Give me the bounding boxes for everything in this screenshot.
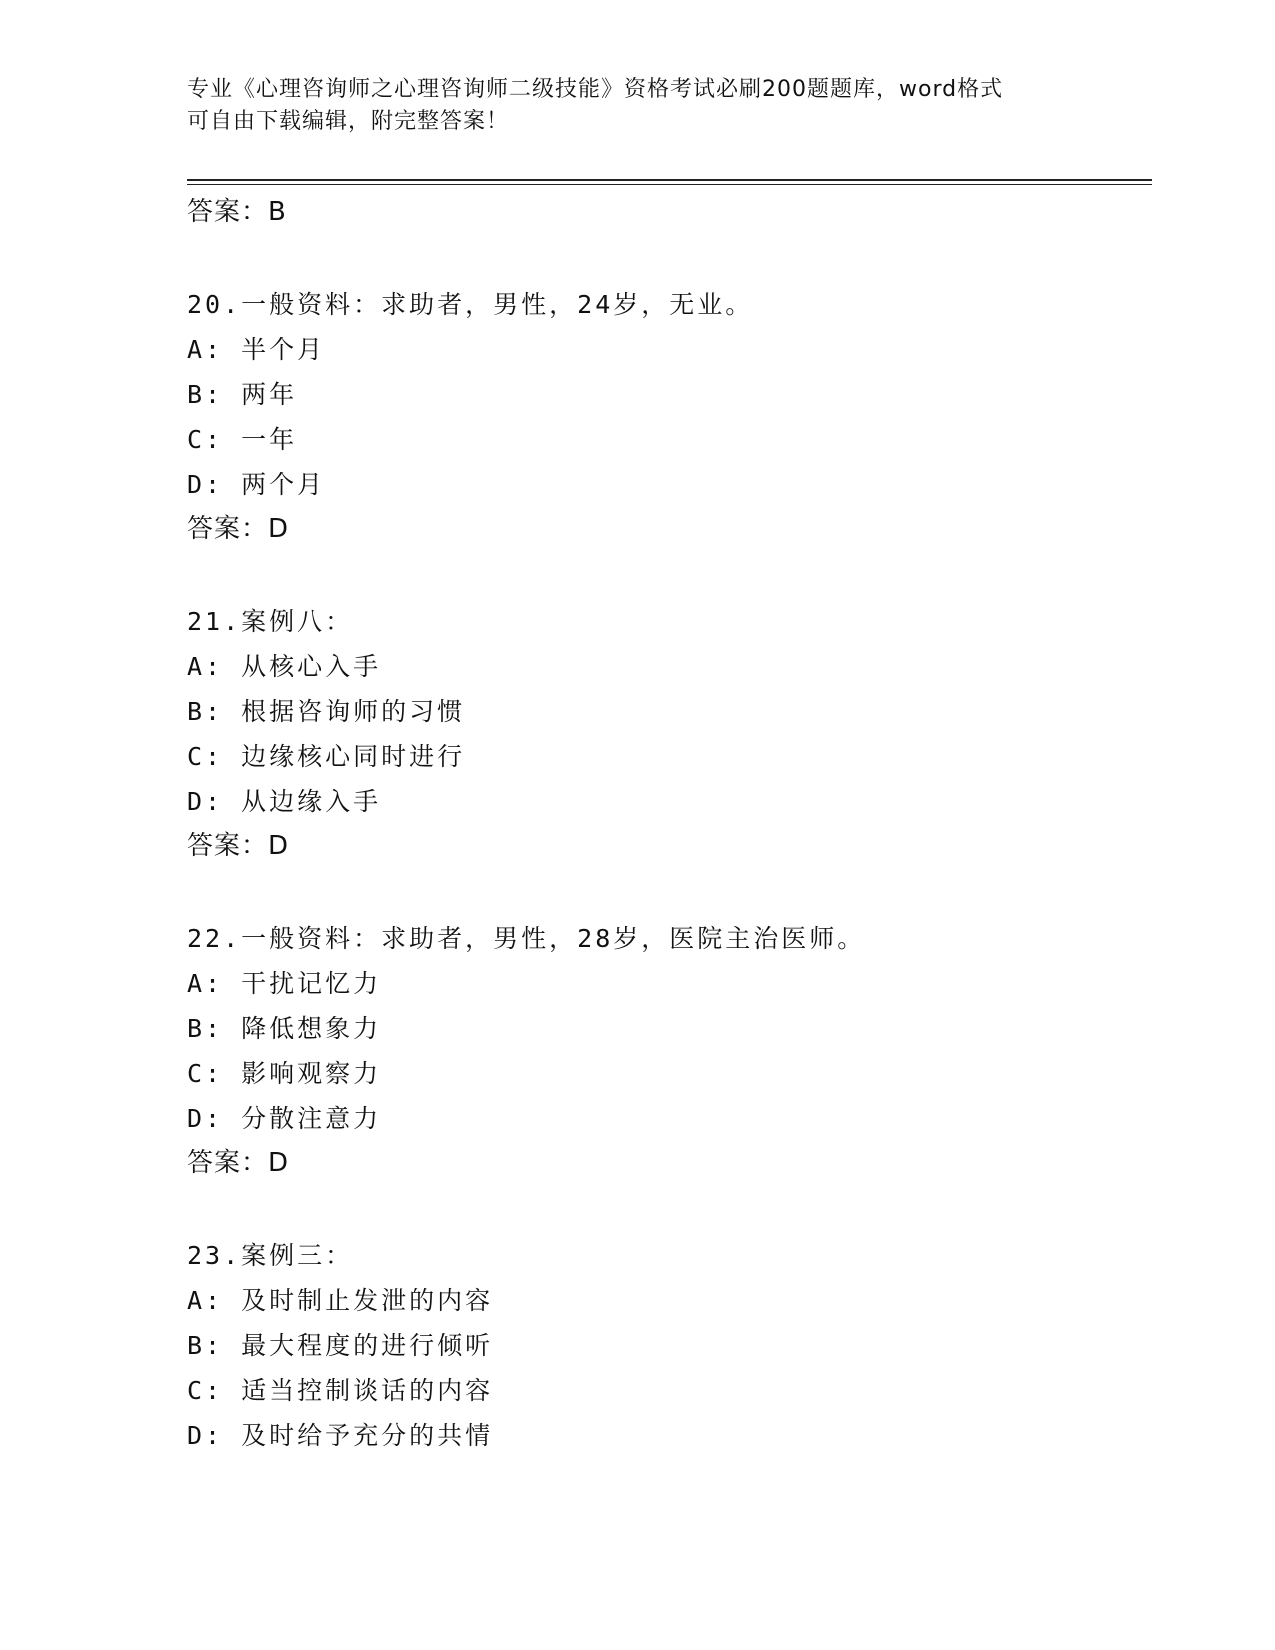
option-letter: D: — [187, 787, 224, 816]
option-letter: D: — [187, 470, 224, 499]
option-text: 半个月 — [241, 335, 326, 364]
document-header — [187, 74, 1087, 138]
option-b — [187, 372, 1147, 417]
option-text: 及时给予充分的共情 — [241, 1421, 494, 1450]
option-letter: C: — [187, 742, 224, 771]
option-a — [187, 1278, 1147, 1323]
option-c — [187, 1051, 1147, 1096]
option-text: 一年 — [241, 425, 298, 454]
option-b — [187, 1323, 1147, 1368]
option-letter: A: — [187, 969, 224, 998]
answer-line: 答案：D — [187, 1148, 290, 1178]
question-block-22 — [187, 916, 1147, 1186]
option-text: 从边缘入手 — [241, 787, 382, 816]
header-line-1: 专业《心理咨询师之心理咨询师二级技能》资格考试必刷200题题库，word格式 — [187, 77, 1004, 102]
option-letter: A: — [187, 335, 224, 364]
option-text: 从核心入手 — [241, 652, 382, 681]
option-letter: D: — [187, 1421, 224, 1450]
question-title: 21.案例八： — [187, 607, 354, 636]
question-block-23 — [187, 1233, 1147, 1458]
option-text: 干扰记忆力 — [241, 969, 382, 998]
option-d — [187, 1413, 1147, 1458]
spacer — [187, 869, 1147, 916]
question-block-20 — [187, 282, 1147, 552]
option-letter: B: — [187, 1331, 224, 1360]
spacer — [187, 1186, 1147, 1233]
option-text: 分散注意力 — [241, 1104, 382, 1133]
answer-line-previous: 答案：B — [187, 197, 287, 227]
option-a — [187, 961, 1147, 1006]
spacer — [187, 552, 1147, 599]
option-letter: B: — [187, 1014, 224, 1043]
option-text: 最大程度的进行倾听 — [241, 1331, 494, 1360]
option-b — [187, 1006, 1147, 1051]
option-text: 适当控制谈话的内容 — [241, 1376, 494, 1405]
option-letter: A: — [187, 652, 224, 681]
option-letter: C: — [187, 1059, 224, 1088]
option-text: 及时制止发泄的内容 — [241, 1286, 494, 1315]
option-d — [187, 1096, 1147, 1141]
question-title: 23.案例三： — [187, 1241, 354, 1270]
question-list — [187, 190, 1147, 1458]
option-d — [187, 462, 1147, 507]
option-letter: C: — [187, 425, 224, 454]
option-c — [187, 1368, 1147, 1413]
question-block-21 — [187, 599, 1147, 869]
option-letter: B: — [187, 697, 224, 726]
answer-line: 答案：D — [187, 831, 290, 861]
option-c — [187, 734, 1147, 779]
option-letter: D: — [187, 1104, 224, 1133]
question-title: 20.一般资料：求助者，男性，24岁，无业。 — [187, 290, 754, 319]
option-c — [187, 417, 1147, 462]
option-text: 两年 — [241, 380, 298, 409]
option-text: 边缘核心同时进行 — [241, 742, 466, 771]
header-rule-thick — [187, 179, 1152, 181]
option-text: 降低想象力 — [241, 1014, 382, 1043]
question-title: 22.一般资料：求助者，男性，28岁，医院主治医师。 — [187, 924, 866, 953]
option-b — [187, 689, 1147, 734]
option-a — [187, 644, 1147, 689]
option-d — [187, 779, 1147, 824]
option-letter: A: — [187, 1286, 224, 1315]
header-line-2: 可自由下载编辑，附完整答案！ — [187, 109, 510, 134]
option-text: 根据咨询师的习惯 — [241, 697, 466, 726]
option-letter: C: — [187, 1376, 224, 1405]
option-letter: B: — [187, 380, 224, 409]
option-text: 两个月 — [241, 470, 326, 499]
option-a — [187, 327, 1147, 372]
answer-line: 答案：D — [187, 514, 290, 544]
header-rule-thin — [187, 184, 1152, 185]
spacer — [187, 235, 1147, 282]
option-text: 影响观察力 — [241, 1059, 382, 1088]
